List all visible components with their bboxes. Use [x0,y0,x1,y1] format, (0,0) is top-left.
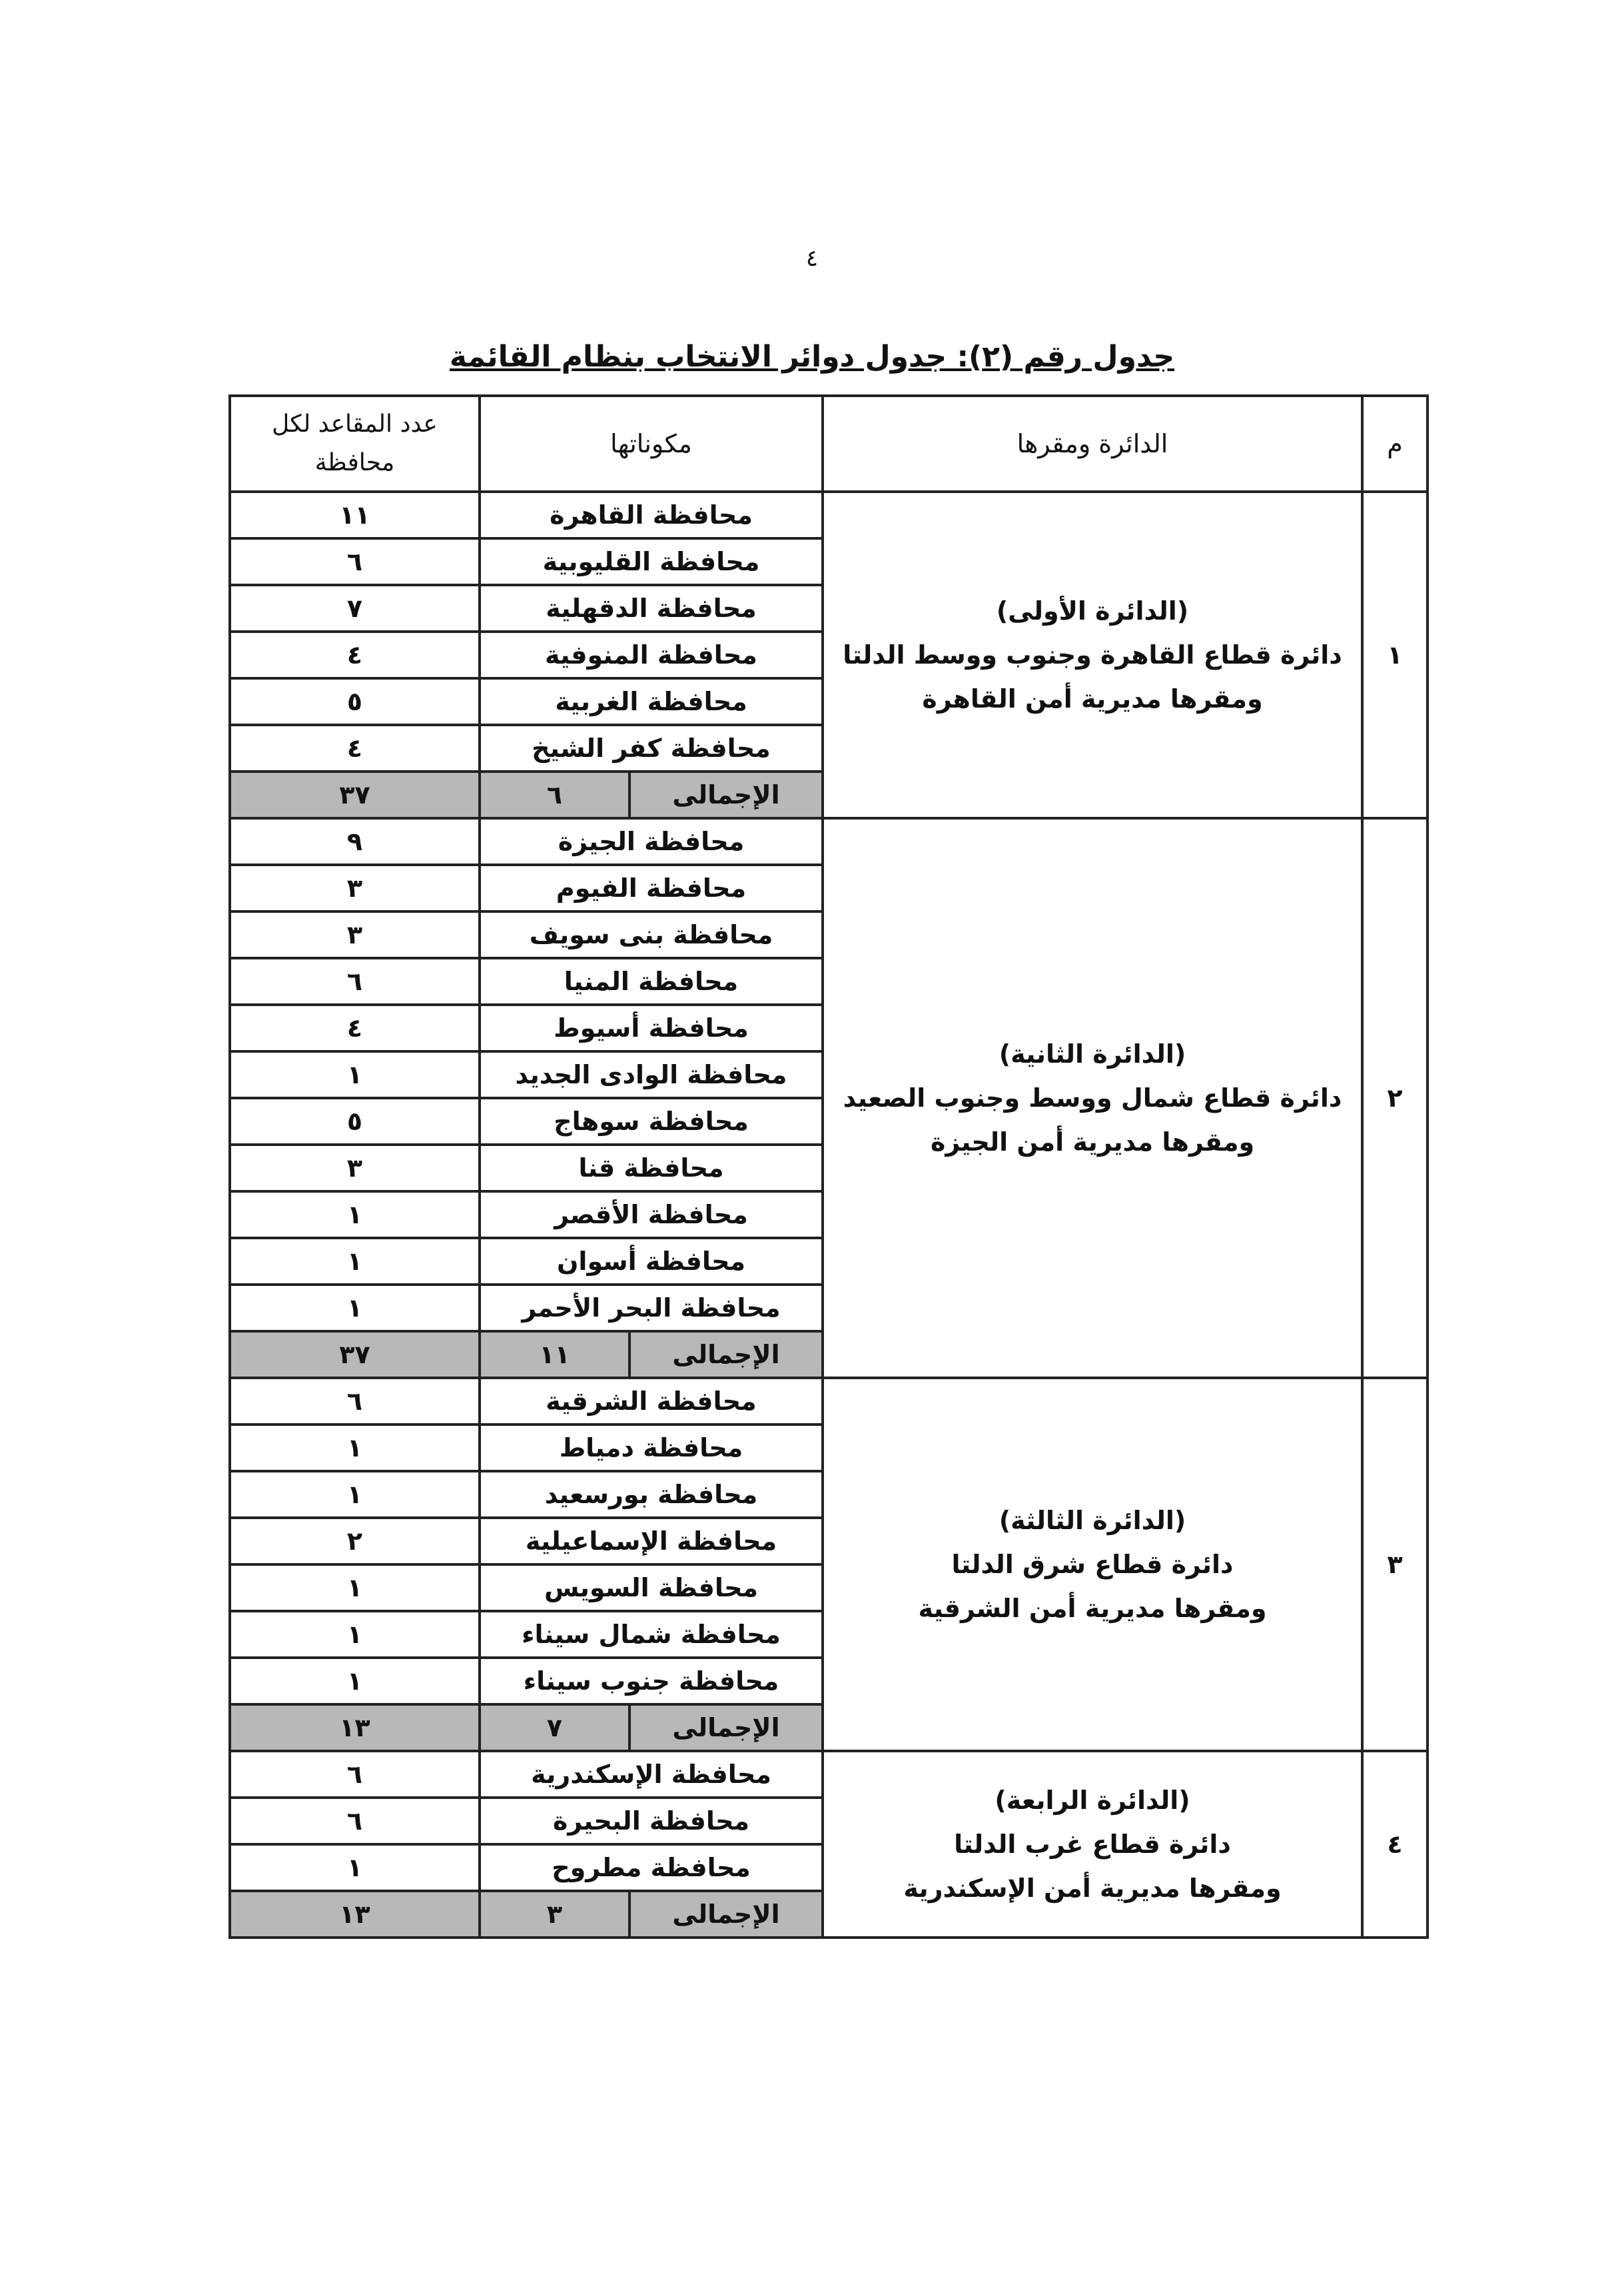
circuit-description: دائرة قطاع غرب الدلتا [954,1830,1231,1859]
circuit-name: (الدائرة الأولى) [996,596,1189,626]
governorate-name: محافظة بنى سويف [480,911,823,958]
header-index: م [1362,396,1427,492]
total-label: الإجمالى [629,1331,823,1378]
governorate-name: محافظة الإسماعيلية [480,1518,823,1564]
governorate-name: محافظة البحر الأحمر [480,1285,823,1331]
circuit-description: دائرة قطاع شمال ووسط وجنوب الصعيد [843,1083,1342,1113]
governorate-name: محافظة السويس [480,1564,823,1611]
table-row [230,492,1427,538]
total-seats: ١٣ [230,1704,480,1751]
governorate-seats: ١ [230,1051,480,1098]
total-seats: ٣٧ [230,772,480,818]
governorate-seats: ١ [230,1844,480,1891]
circuit-index: ٢ [1362,818,1427,1378]
circuit-name: (الدائرة الثانية) [999,1039,1186,1069]
governorate-name: محافظة كفر الشيخ [480,725,823,772]
governorate-seats: ٤ [230,1005,480,1051]
governorate-seats: ١ [230,1285,480,1331]
circuit-name: (الدائرة الرابعة) [995,1786,1190,1815]
governorate-name: محافظة المنيا [480,958,823,1005]
governorate-name: محافظة القليوبية [480,538,823,585]
governorate-name: محافظة قنا [480,1145,823,1191]
circuit-description-cell [823,818,1362,1378]
governorate-seats: ١ [230,1658,480,1704]
governorate-seats: ١١ [230,492,480,538]
governorate-seats: ٦ [230,1798,480,1844]
governorate-seats: ٦ [230,538,480,585]
governorate-name: محافظة الفيوم [480,865,823,911]
header-seats: عدد المقاعد لكل محافظة [230,396,480,492]
governorate-seats: ١ [230,1238,480,1285]
circuit-index: ٤ [1362,1751,1427,1938]
governorate-seats: ١ [230,1471,480,1518]
governorate-name: محافظة شمال سيناء [480,1611,823,1658]
governorate-name: محافظة الجيزة [480,818,823,865]
electoral-circuits-table [228,394,1429,1939]
circuit-description: دائرة قطاع القاهرة وجنوب ووسط الدلتا [843,640,1342,670]
governorate-name: محافظة المنوفية [480,632,823,678]
governorate-seats: ٥ [230,678,480,725]
header-row [230,396,1427,492]
governorate-seats: ٧ [230,585,480,632]
governorate-seats: ٣ [230,911,480,958]
circuit-description-cell [823,1751,1362,1938]
circuit-description: دائرة قطاع شرق الدلتا [951,1550,1234,1579]
header-components: مكوناتها [480,396,823,492]
governorate-seats: ٥ [230,1098,480,1145]
table-title: جدول رقم (٢): جدول دوائر الانتخاب بنظام القائمة [449,340,1175,374]
circuit-description-cell [823,1378,1362,1751]
governorate-name: محافظة الشرقية [480,1378,823,1425]
total-seats: ١٣ [230,1891,480,1938]
total-label: الإجمالى [629,1891,823,1938]
total-label: الإجمالى [629,772,823,818]
total-governorates-count: ٦ [480,772,629,818]
governorate-name: محافظة الدقهلية [480,585,823,632]
governorate-name: محافظة بورسعيد [480,1471,823,1518]
governorate-seats: ٣ [230,1145,480,1191]
circuit-seat: ومقرها مديرية أمن الشرقية [918,1594,1267,1623]
total-label: الإجمالى [629,1704,823,1751]
governorate-seats: ١ [230,1611,480,1658]
circuit-seat: ومقرها مديرية أمن الجيزة [930,1127,1255,1157]
governorate-seats: ٦ [230,1751,480,1798]
governorate-name: محافظة أسوان [480,1238,823,1285]
governorate-name: محافظة جنوب سيناء [480,1658,823,1704]
governorate-seats: ٦ [230,1378,480,1425]
governorate-name: محافظة القاهرة [480,492,823,538]
total-governorates-count: ١١ [480,1331,629,1378]
governorate-name: محافظة أسيوط [480,1005,823,1051]
circuit-seat: ومقرها مديرية أمن الإسكندرية [903,1874,1282,1903]
governorate-seats: ٩ [230,818,480,865]
governorate-name: محافظة الأقصر [480,1191,823,1238]
governorate-seats: ١ [230,1191,480,1238]
governorate-name: محافظة البحيرة [480,1798,823,1844]
total-seats: ٣٧ [230,1331,480,1378]
governorate-seats: ٦ [230,958,480,1005]
table-row [230,1751,1427,1798]
governorate-name: محافظة الغربية [480,678,823,725]
table-row [230,1378,1427,1425]
header-circuit: الدائرة ومقرها [823,396,1362,492]
governorate-seats: ١ [230,1564,480,1611]
page-number: ٤ [805,245,819,272]
governorate-seats: ٤ [230,632,480,678]
governorate-name: محافظة دمياط [480,1425,823,1471]
table-row [230,818,1427,865]
governorate-name: محافظة الإسكندرية [480,1751,823,1798]
circuit-index: ٣ [1362,1378,1427,1751]
governorate-seats: ١ [230,1425,480,1471]
circuit-seat: ومقرها مديرية أمن القاهرة [922,684,1263,714]
governorate-seats: ٣ [230,865,480,911]
circuit-name: (الدائرة الثالثة) [999,1506,1186,1535]
governorate-name: محافظة سوهاج [480,1098,823,1145]
circuit-description-cell [823,492,1362,818]
total-governorates-count: ٣ [480,1891,629,1938]
governorate-name: محافظة مطروح [480,1844,823,1891]
governorate-seats: ٤ [230,725,480,772]
governorate-seats: ٢ [230,1518,480,1564]
table-body [230,492,1427,1938]
circuit-index: ١ [1362,492,1427,818]
governorate-name: محافظة الوادى الجديد [480,1051,823,1098]
total-governorates-count: ٧ [480,1704,629,1751]
